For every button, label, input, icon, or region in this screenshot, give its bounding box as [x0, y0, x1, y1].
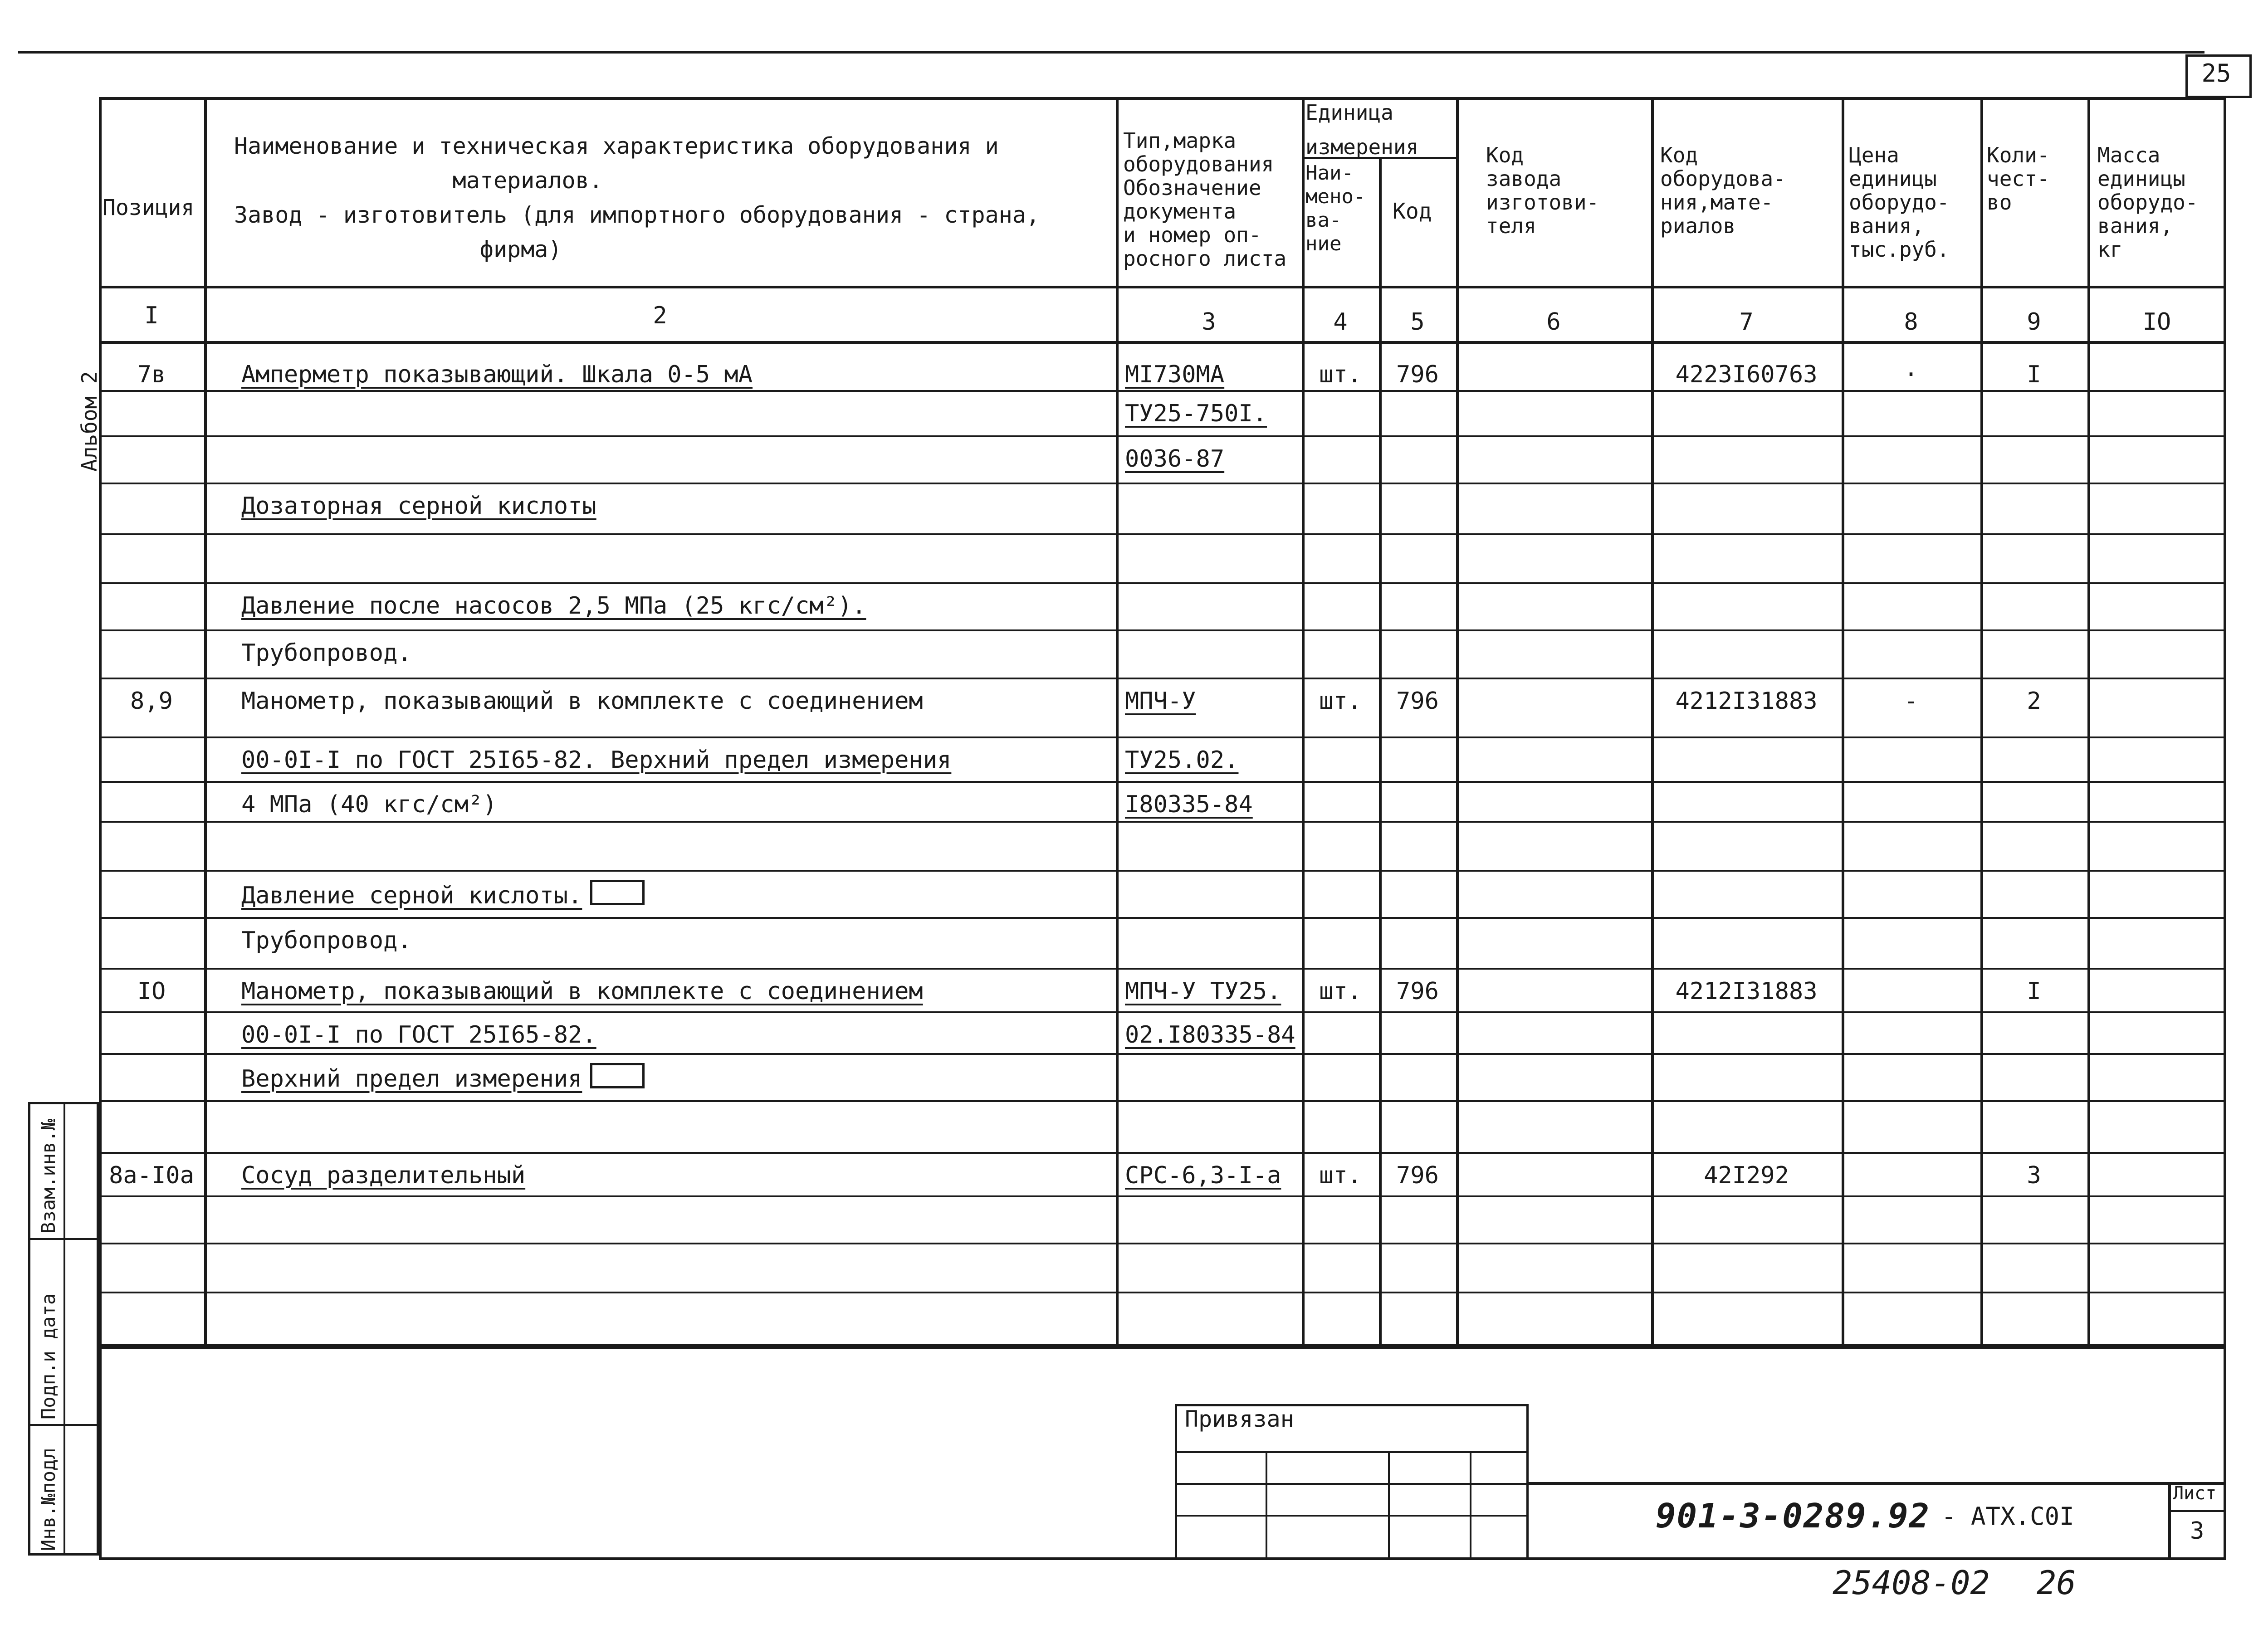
cell-name: Дозаторная серной кислоты — [241, 493, 596, 520]
header-equipment-code: Код оборудова- ния,мате- риалов — [1660, 143, 1786, 238]
cell-name: Трубопровод. — [241, 927, 412, 954]
cell-type: ТУ25.02. — [1125, 746, 1239, 774]
tied-stamp-col-2 — [1388, 1451, 1390, 1560]
sheet-box-rule — [2168, 1510, 2226, 1512]
cell-name: 00-0I-I по ГОСТ 25I65-82. — [241, 1021, 596, 1049]
tied-stamp-rule-2 — [1175, 1483, 1529, 1485]
column-number-7: 7 — [1739, 308, 1754, 336]
tied-stamp-rule-3 — [1175, 1515, 1529, 1517]
binding-inv-number: Инв.№подл — [37, 1448, 59, 1551]
cell-equip: 4212I31883 — [1675, 688, 1818, 715]
column-number-2: 2 — [653, 302, 667, 329]
header-unit-code: Код — [1393, 199, 1432, 224]
cell-pos: 7в — [137, 361, 166, 388]
table-row — [99, 1292, 2226, 1346]
table-row — [99, 533, 2226, 582]
title-block-top-rule — [1529, 1482, 2226, 1485]
cell-type: 02.I80335-84 — [1125, 1021, 1295, 1049]
blank-box — [590, 880, 645, 905]
header-name: Наименование и техническая характеристика оборудования и материалов. Завод - изготовитель (для импортного оборудования - страна, фирма) — [234, 133, 1040, 263]
tied-stamp-col-1 — [1266, 1451, 1267, 1560]
cell-type: МПЧ-У ТУ25. — [1125, 978, 1281, 1005]
cell-unit: шт. — [1319, 1162, 1362, 1189]
column-number-3: 3 — [1202, 308, 1216, 336]
document-suffix: - АТХ.С0I — [1941, 1502, 2074, 1531]
cell-price: · — [1904, 361, 1918, 388]
cell-equip: 4212I31883 — [1675, 978, 1818, 1005]
tied-stamp-rule-1 — [1175, 1451, 1529, 1453]
table-row — [99, 821, 2226, 870]
header-unit-group: Единица измерения — [1305, 100, 1419, 159]
sheet-number: 3 — [2190, 1517, 2204, 1545]
cell-type: 0036-87 — [1125, 445, 1225, 473]
cell-equip: 42I292 — [1704, 1162, 1789, 1189]
table-row — [99, 1100, 2226, 1152]
column-number-9: 9 — [2027, 308, 2041, 336]
binding-strip-rule-2 — [28, 1424, 99, 1426]
column-number-10: IO — [2142, 308, 2171, 336]
cell-name: Амперметр показывающий. Шкала 0-5 мА — [241, 361, 753, 388]
cell-code: 796 — [1396, 978, 1439, 1005]
binding-replace-inv: Взам.инв.№ — [37, 1119, 59, 1234]
cell-type: МI730МА — [1125, 361, 1225, 388]
column-number-4: 4 — [1333, 308, 1348, 336]
cell-type: ТУ25-750I. — [1125, 400, 1267, 427]
tied-stamp-col-3 — [1470, 1451, 1471, 1560]
column-number-bottom-rule — [99, 341, 2226, 344]
header-unit-name: Наи- мено- ва- ние — [1305, 161, 1366, 255]
column-number-1: I — [144, 302, 159, 329]
cell-name: Давление после насосов 2,5 МПа (25 кгс/см²). — [241, 592, 866, 619]
cell-unit: шт. — [1319, 688, 1362, 715]
cell-name: Давление серной кислоты. — [241, 880, 645, 909]
document-code: 901-3-0289.92 — [1656, 1497, 1931, 1536]
header-position: Позиция — [103, 195, 195, 220]
order-number: 25408-02 — [1833, 1564, 1990, 1602]
header-price: Цена единицы оборудо- вания, тыс.руб. — [1849, 143, 1950, 262]
cell-equip: 4223I60763 — [1675, 361, 1818, 388]
table-row — [99, 629, 2226, 678]
cell-qty: 3 — [2027, 1162, 2041, 1189]
cell-qty: I — [2027, 978, 2041, 1005]
cell-name: Верхний предел измерения — [241, 1063, 645, 1093]
header-type: Тип,марка оборудования Обозначение документа и номер оп- росного листа — [1123, 128, 1287, 271]
column-number-6: 6 — [1546, 308, 1561, 336]
cell-type: СРС-6,3-I-а — [1125, 1162, 1281, 1189]
sheet-box-divider — [2168, 1482, 2171, 1560]
cell-name: 00-0I-I по ГОСТ 25I65-82. Верхний предел измерения — [241, 746, 952, 774]
table-row — [99, 1195, 2226, 1243]
binding-strip-rule-1 — [28, 1238, 99, 1240]
table-row — [99, 917, 2226, 968]
header-quantity: Коли- чест- во — [1987, 143, 2050, 215]
cell-name: 4 МПа (40 кгс/см²) — [241, 791, 497, 818]
binding-strip-divider — [64, 1102, 65, 1556]
cell-qty: 2 — [2027, 688, 2041, 715]
cell-name: Манометр, показывающий в комплекте с соединением — [241, 688, 923, 715]
header-bottom-rule — [99, 286, 2226, 288]
cell-type: I80335-84 — [1125, 791, 1253, 818]
cell-code: 796 — [1396, 361, 1439, 388]
table-row — [99, 1243, 2226, 1292]
cell-price: - — [1904, 688, 1918, 715]
cell-pos: 8а-I0а — [109, 1162, 194, 1189]
sheet-label: Лист — [2173, 1483, 2217, 1504]
binding-sign-date: Подп.и дата — [37, 1293, 59, 1419]
cell-name: Манометр, показывающий в комплекте с соединением — [241, 978, 923, 1005]
cell-code: 796 — [1396, 1162, 1439, 1189]
column-number-8: 8 — [1904, 308, 1918, 336]
handwritten-page-number: 26 — [2037, 1564, 2076, 1602]
header-mass: Масса единицы оборудо- вания, кг — [2097, 143, 2198, 262]
cell-unit: шт. — [1319, 978, 1362, 1005]
cell-code: 796 — [1396, 688, 1439, 715]
tied-label: Привязан — [1185, 1406, 1294, 1432]
cell-name: Трубопровод. — [241, 639, 412, 667]
header-factory-code: Код завода изготови- теля — [1486, 143, 1599, 238]
cell-qty: I — [2027, 361, 2041, 388]
top-rule — [18, 51, 2204, 54]
cell-unit: шт. — [1319, 361, 1362, 388]
page-number: 25 — [2201, 59, 2231, 88]
column-number-5: 5 — [1410, 308, 1425, 336]
cell-pos: IO — [137, 978, 166, 1005]
blank-box — [590, 1063, 645, 1088]
album-side-label: Альбом 2 — [77, 371, 102, 472]
cell-type: МПЧ-У — [1125, 688, 1196, 715]
cell-name: Сосуд разделительный — [241, 1162, 526, 1189]
cell-pos: 8,9 — [130, 688, 173, 715]
